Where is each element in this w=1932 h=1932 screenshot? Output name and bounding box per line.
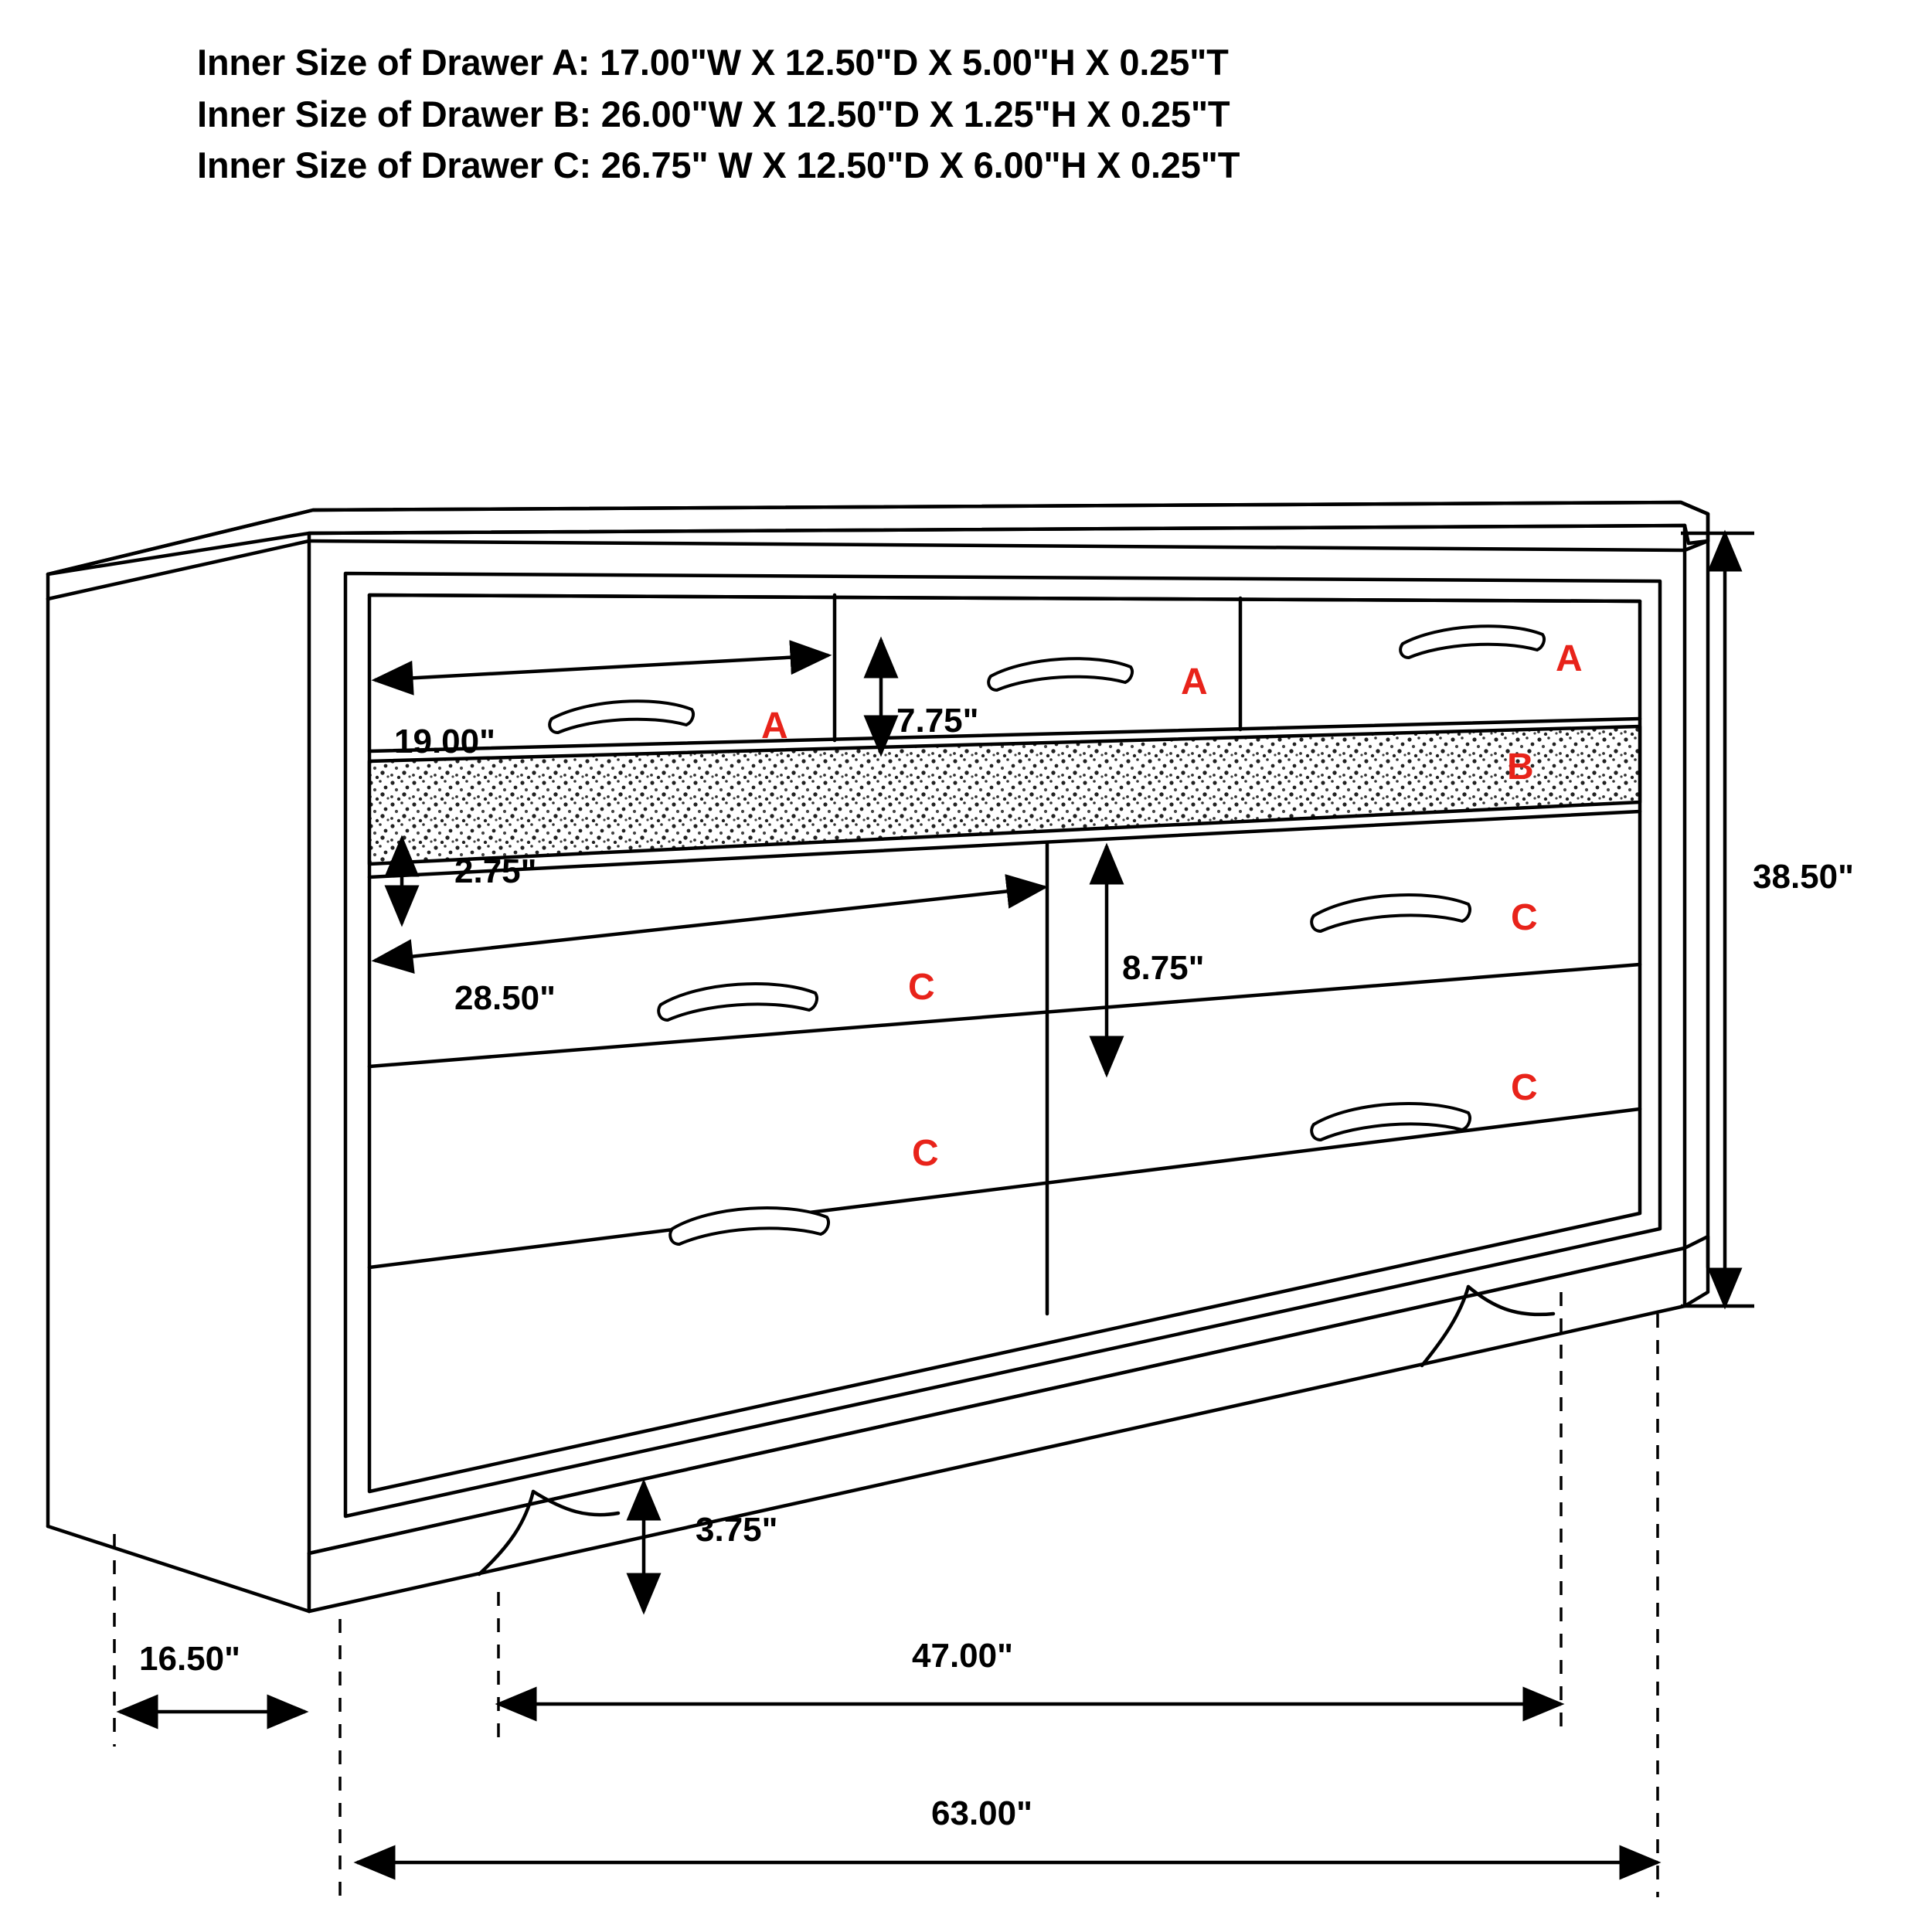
dim-drawer-a-width: 19.00" — [394, 723, 495, 760]
spec-line-drawer-c: Inner Size of Drawer C: 26.75" W X 12.50"D X 6.00"H X 0.25"T — [197, 145, 1240, 186]
spec-line-drawer-a: Inner Size of Drawer A: 17.00"W X 12.50"D X 5.00"H X 0.25"T — [197, 42, 1229, 83]
drawer-label-c-lower-left: C — [912, 1133, 939, 1174]
dim-base-width: 47.00" — [912, 1637, 1013, 1675]
drawer-label-a-middle: A — [1181, 662, 1208, 702]
dim-depth: 16.50" — [139, 1640, 240, 1678]
dim-total-width: 63.00" — [931, 1794, 1032, 1832]
drawer-label-c-lower-right: C — [1511, 1067, 1538, 1108]
dim-toe-kick-height: 3.75" — [696, 1511, 778, 1549]
dim-total-height: 38.50" — [1753, 858, 1854, 896]
dim-drawer-c-height: 8.75" — [1122, 949, 1205, 987]
dim-drawer-a-height: 7.75" — [896, 702, 979, 740]
spec-line-drawer-b: Inner Size of Drawer B: 26.00"W X 12.50"D X 1.25"H X 0.25"T — [197, 93, 1230, 134]
dim-drawer-c-width: 28.50" — [454, 979, 556, 1017]
drawer-label-a-left: A — [761, 706, 788, 747]
drawer-label-a-right: A — [1556, 638, 1583, 679]
drawer-label-c-upper-left: C — [908, 967, 935, 1008]
dim-drawer-b-height: 2.75" — [454, 852, 537, 890]
drawer-label-b: B — [1507, 747, 1534, 787]
drawer-label-c-upper-right: C — [1511, 897, 1538, 938]
